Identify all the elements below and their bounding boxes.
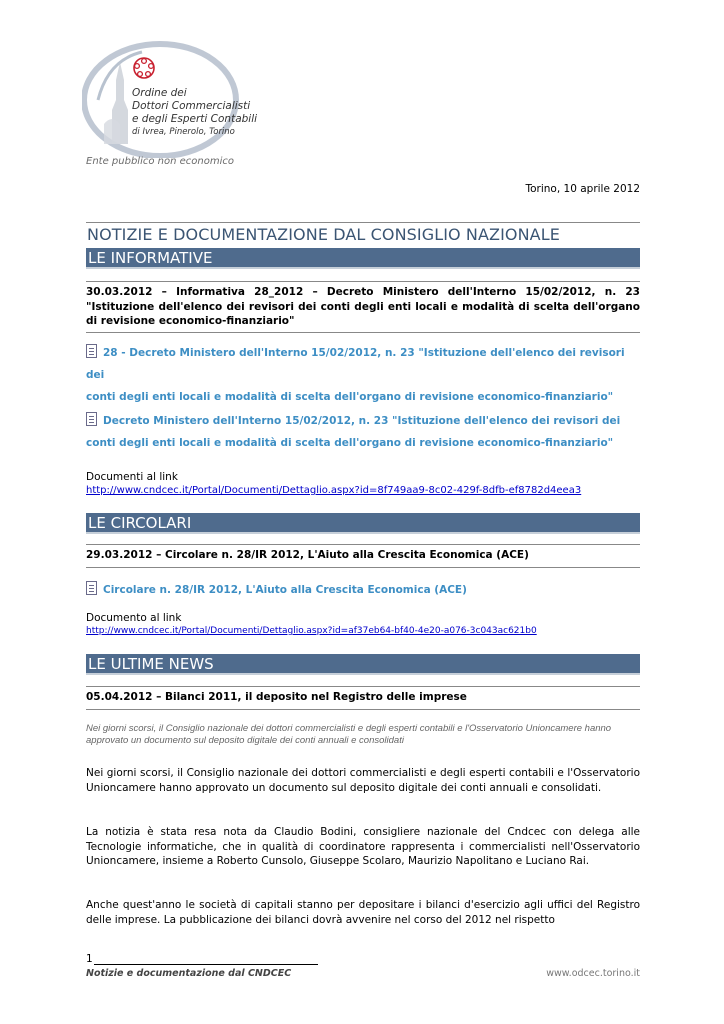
document-icon — [86, 581, 97, 595]
divider — [86, 222, 640, 223]
news-paragraph: Anche quest'anno le società di capitali stanno per depositare i bilanci d'esercizio agli uffici del Registro delle imprese. La pubblicazione dei bilanci dovrà avvenire nel corso del 2012 nel rispetto — [86, 899, 640, 926]
circolari-url-link[interactable]: http://www.cndcec.it/Portal/Documenti/Dettaglio.aspx?id=af37eb64-bf40-4e20-a076-3c043ac621b0 — [86, 626, 537, 636]
doc-link-text: conti degli enti locali e modalità di scelta dell'organo di revisione economico-finanziario" — [86, 437, 614, 449]
main-title: NOTIZIE E DOCUMENTAZIONE DAL CONSIGLIO NAZIONALE — [87, 225, 560, 244]
news-paragraph: Nei giorni scorsi, il Consiglio nazionale dei dottori commercialisti e degli esperti contabili e l'Osservatorio Unioncamere hanno approvato un documento sul deposito digitale dei conti annuali e consolidati. — [86, 767, 640, 794]
logo-text — [132, 87, 257, 139]
section-informative-header: LE INFORMATIVE — [86, 248, 640, 269]
circolari-doc-link[interactable] — [86, 579, 646, 601]
circolari-link-label: Documento al link — [86, 612, 182, 624]
logo-line: Ordine dei — [132, 87, 187, 99]
doc-link-text: Circolare n. 28/IR 2012, L'Aiuto alla Crescita Economica (ACE) — [103, 584, 467, 596]
logo-line: Dottori Commercialisti — [132, 100, 251, 112]
logo-line: di Ivrea, Pinerolo, Torino — [132, 127, 235, 137]
informative-doc-link-1[interactable] — [86, 342, 646, 408]
page-number: 1 — [86, 953, 93, 965]
informative-doc-link-2[interactable] — [86, 410, 646, 454]
ente-label: Ente pubblico non economico — [86, 156, 234, 167]
footer-title: Notizie e documentazione dal CNDCEC — [86, 968, 292, 979]
footer-rule — [94, 964, 318, 965]
doc-link-text: 28 - Decreto Ministero dell'Interno 15/02/2012, n. 23 "Istituzione dell'elenco dei revisori dei — [86, 347, 625, 381]
doc-link-text: conti degli enti locali e modalità di scelta dell'organo di revisione economico-finanziario" — [86, 391, 614, 403]
section-circolari-header: LE CIRCOLARI — [86, 513, 640, 534]
news-paragraph: La notizia è stata resa nota da Claudio Bodini, consigliere nazionale del Cndcec con delega alle Tecnologie informatiche, che in qualità di coordinatore rappresenta i commercialisti nell'Osservatorio Unioncamere, insieme a Roberto Cunsolo, Giuseppe Scolaro, Maurizio Napolitano e Luciano Rai. — [86, 826, 640, 867]
footer-website: www.odcec.torino.it — [546, 968, 640, 979]
logo-line: e degli Esperti Contabili — [132, 113, 258, 125]
news-summary: Nei giorni scorsi, il Consiglio nazionale dei dottori commercialisti e degli esperti contabili e l'Osservatorio Unioncamere hanno approvato un documento sul deposito digitale dei conti annuali e consolidati — [86, 723, 612, 746]
document-icon — [86, 412, 97, 426]
section-news-header: LE ULTIME NEWS — [86, 654, 640, 675]
document-date: Torino, 10 aprile 2012 — [525, 183, 640, 195]
informative-entry-title: 30.03.2012 – Informativa 28_2012 – Decreto Ministero dell'Interno 15/02/2012, n. 23 "Istituzione dell'elenco dei revisori dei conti degli enti locali e modalità di scelta dell'organo di revisione economico-finanziario" — [86, 281, 640, 333]
document-icon — [86, 344, 97, 358]
informative-url-link[interactable]: http://www.cndcec.it/Portal/Documenti/Dettaglio.aspx?id=8f749aa9-8c02-429f-8dfb-ef8782d4eea3 — [86, 485, 582, 496]
circolari-entry-title: 29.03.2012 – Circolare n. 28/IR 2012, L'Aiuto alla Crescita Economica (ACE) — [86, 544, 640, 568]
doc-link-text: Decreto Ministero dell'Interno 15/02/2012, n. 23 "Istituzione dell'elenco dei revisori dei — [103, 415, 621, 427]
news-entry-title: 05.04.2012 – Bilanci 2011, il deposito nel Registro delle imprese — [86, 686, 640, 710]
informative-link-label: Documenti al link — [86, 471, 178, 483]
